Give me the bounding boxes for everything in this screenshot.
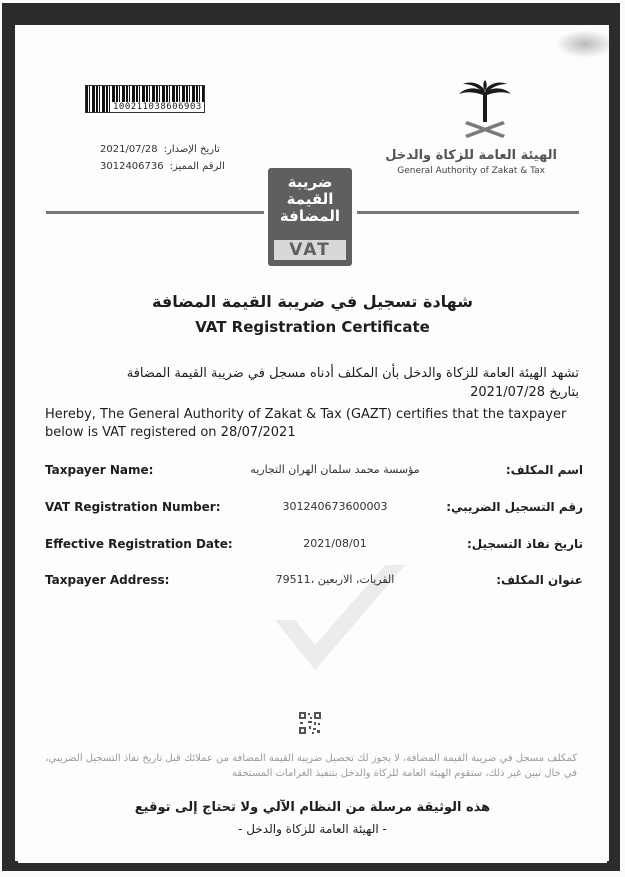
scan-smudge (555, 30, 615, 58)
field-value: 301240673600003 (282, 500, 388, 513)
field-label-ar: عنوان المكلف: (496, 573, 583, 587)
authority-name (385, 148, 557, 176)
authority-name-en: General Authority of Zakat & Tax (397, 166, 545, 176)
field-value: القريات، الاربعين ،79511 (275, 573, 395, 586)
barcode-number: 100211038606903 (113, 102, 202, 112)
vat-badge-label: VAT (274, 240, 346, 260)
vat-badge-arabic (268, 168, 352, 225)
field-label-en: VAT Registration Number: (45, 500, 221, 514)
certificate-title-ar: شهادة تسجيل في ضريبة القيمة المضافة (152, 292, 473, 311)
tin-label: الرقم المميز: (169, 161, 225, 172)
field-effective-date (45, 537, 583, 555)
field-label-en: Taxpayer Address: (45, 573, 170, 587)
statement-en: Hereby, The General Authority of Zakat & Tax (GAZT) certifies that the taxpayer below is VAT registered on 28/07/2021 (45, 407, 567, 440)
footer-automated-notice: هذه الوثيقة مرسلة من النظام الآلي ولا تحتاج إلى توقيع (134, 800, 491, 815)
header-rule-right (357, 211, 579, 214)
barcode (85, 85, 205, 119)
checkmark-watermark-icon (270, 560, 410, 680)
statement-ar (79, 364, 579, 402)
field-vat-number (45, 500, 583, 518)
field-label-en: Effective Registration Date: (45, 537, 233, 551)
vat-badge-line3: المضافة (279, 207, 341, 225)
issue-date-label: تاريخ الإصدار: (163, 144, 220, 155)
tin-value: 3012406736 (100, 161, 164, 172)
vat-badge-line2: القيمة (286, 190, 334, 208)
certificate-title-en: VAT Registration Certificate (195, 318, 430, 336)
statement-ar-line2: بتاريخ 2021/07/28 (470, 385, 579, 400)
field-value: مؤسسة محمد سلمان الهران التجاريه (250, 463, 420, 476)
legal-note: كمكلف مسجل في ضريبة القيمة المضافة، لا يجوز لك تحصيل ضريبة القيمة المضافة من عملائك قبل تاريخ نفاذ التسجيل الضريبي، في حال تبين غير ذلك، ستقوم الهيئة العامة للزكاة والدخل بتنفيذ الغرامات المستحقة (45, 753, 577, 779)
field-label-en: Taxpayer Name: (45, 463, 154, 477)
statement-ar-line1: تشهد الهيئة العامة للزكاة والدخل بأن المكلف أدناه مسجل في ضريبة القيمة المضافة (126, 366, 579, 381)
vat-badge (268, 168, 352, 266)
field-label-ar: اسم المكلف: (505, 463, 583, 477)
issue-info (100, 141, 225, 175)
palm-swords-logo-icon (455, 80, 515, 142)
qr-code-icon (298, 711, 322, 735)
issue-date-value: 2021/07/28 (100, 144, 158, 155)
footer-authority: - الهيئة العامة للزكاة والدخل - (238, 822, 387, 836)
issue-date-row (100, 141, 225, 158)
authority-name-ar: الهيئة العامة للزكاة والدخل (385, 148, 557, 163)
header-rule-left (46, 211, 264, 214)
tin-row (100, 158, 225, 175)
field-label-ar: تاريخ نفاذ التسجيل: (466, 537, 583, 551)
field-taxpayer-name (45, 463, 583, 481)
vat-badge-line1: ضريبة (287, 173, 333, 191)
field-label-ar: رقم التسجيل الضريبي: (446, 500, 583, 514)
field-value: 2021/08/01 (303, 537, 367, 550)
